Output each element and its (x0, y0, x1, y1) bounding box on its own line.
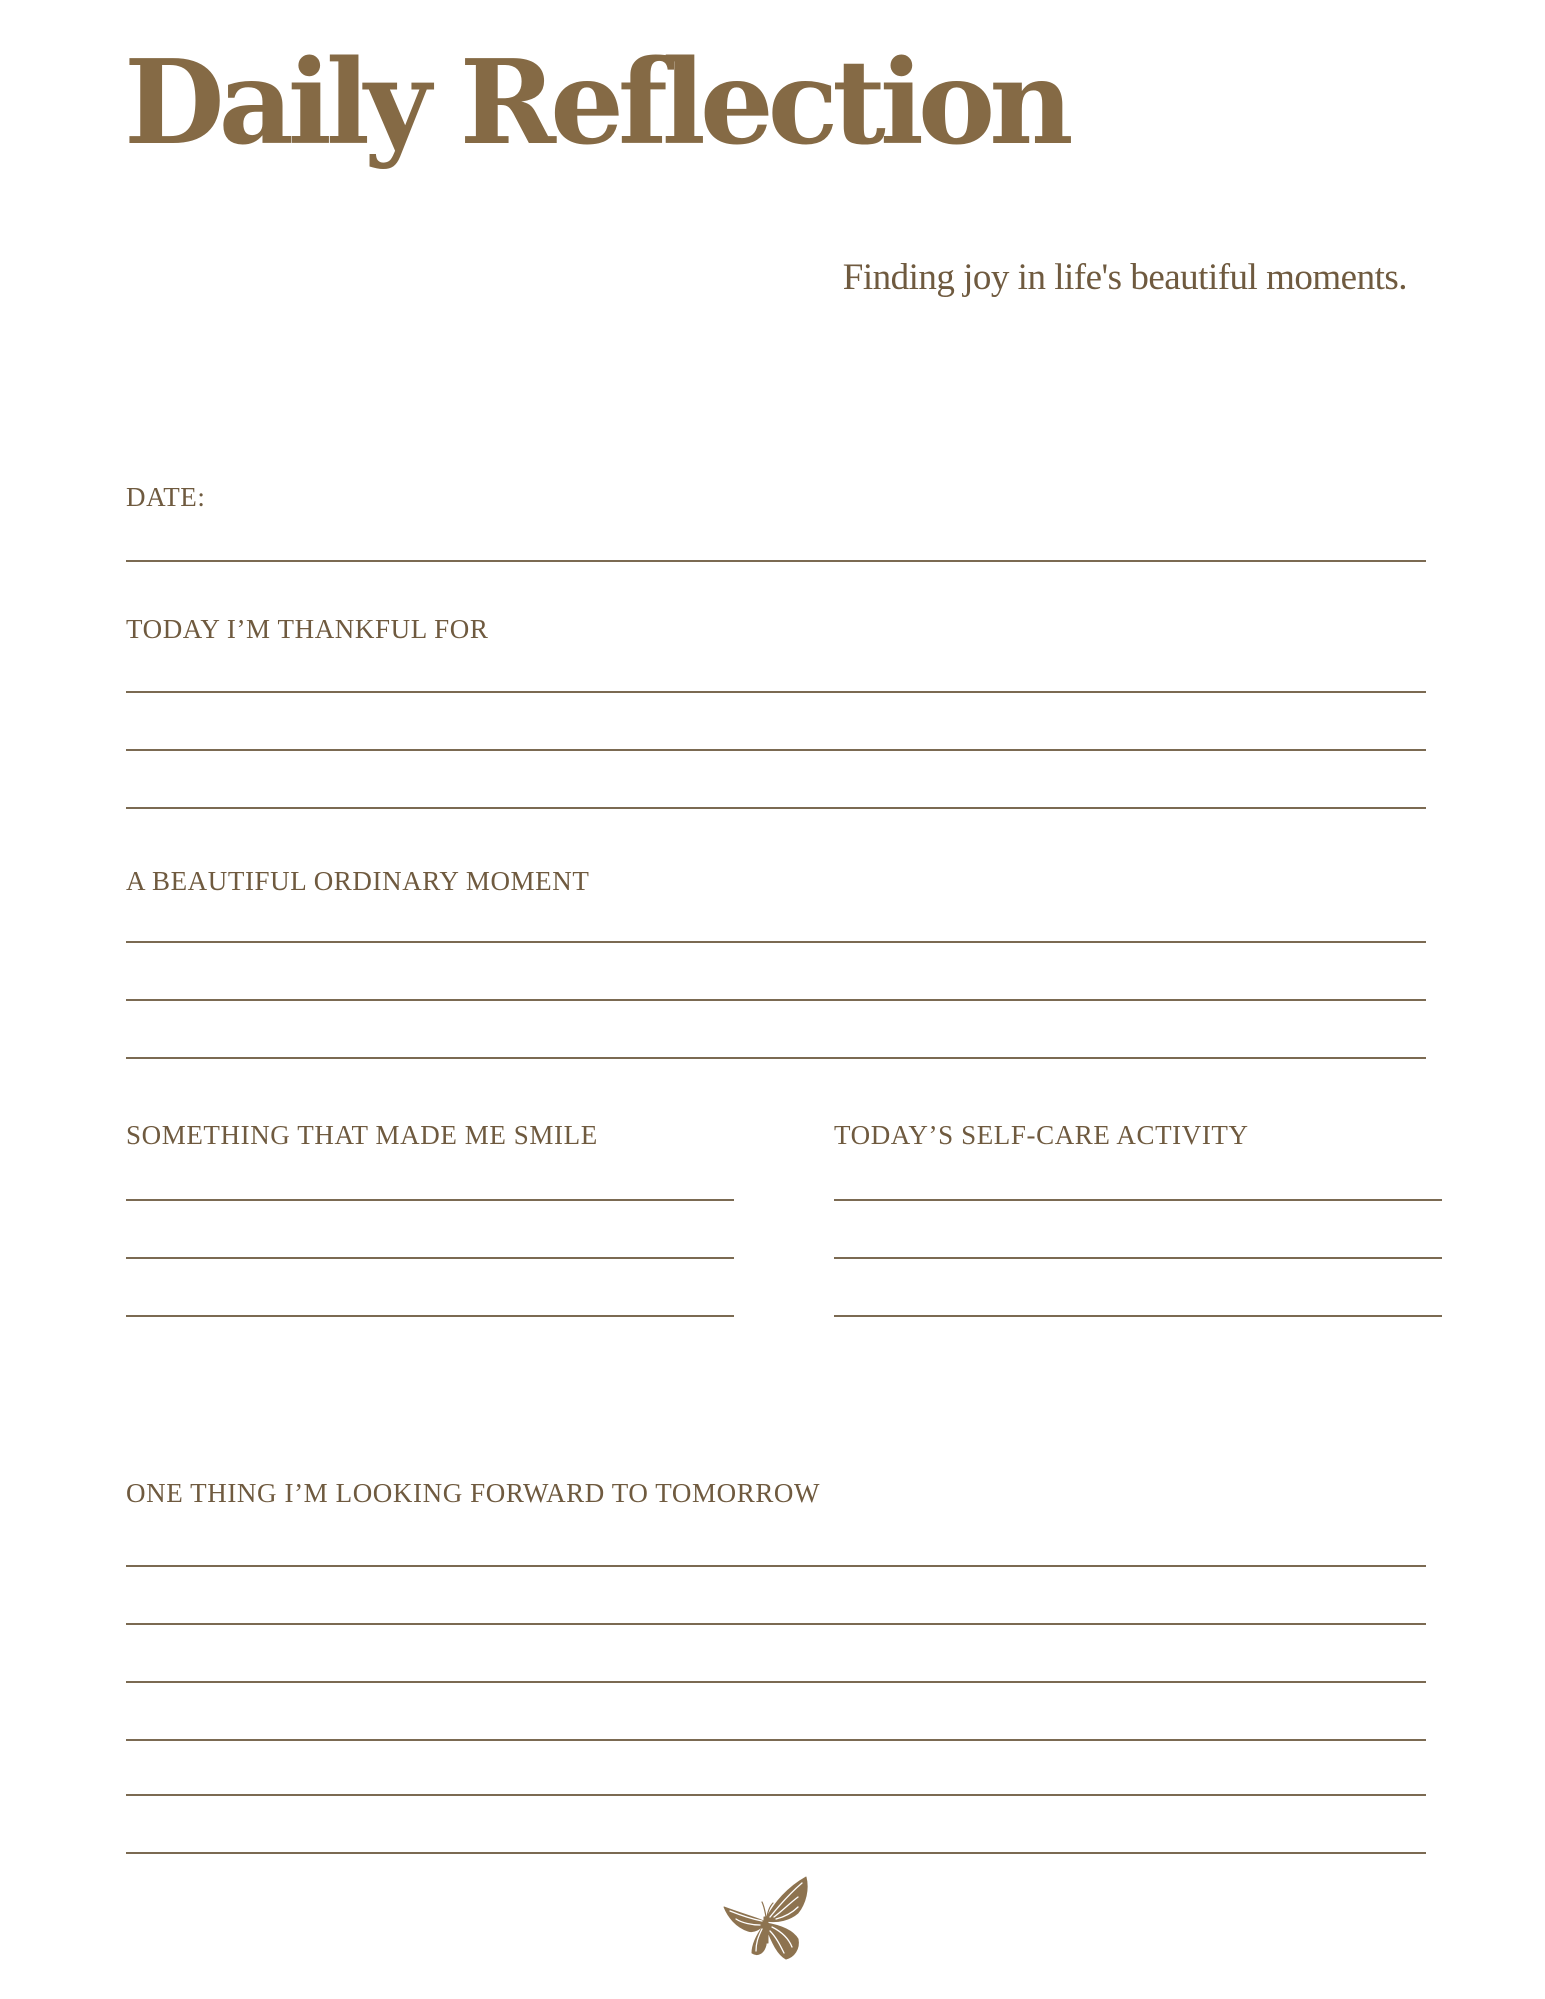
tomorrow-writing-line[interactable] (126, 1852, 1426, 1854)
thankful-writing-line[interactable] (126, 749, 1426, 751)
tomorrow-writing-line[interactable] (126, 1565, 1426, 1567)
date-writing-line[interactable] (126, 560, 1426, 562)
tomorrow-writing-line[interactable] (126, 1739, 1426, 1741)
tomorrow-label: ONE THING I’M LOOKING FORWARD TO TOMORROW (126, 1478, 821, 1508)
ordinary-moment-writing-line[interactable] (126, 1057, 1426, 1059)
tomorrow-writing-line[interactable] (126, 1623, 1426, 1625)
thankful-writing-line[interactable] (126, 691, 1426, 693)
butterfly-icon (718, 1873, 818, 1963)
thankful-writing-line[interactable] (126, 807, 1426, 809)
ordinary-moment-label: A BEAUTIFUL ORDINARY MOMENT (126, 866, 590, 896)
smile-writing-line[interactable] (126, 1199, 734, 1201)
smile-label: SOMETHING THAT MADE ME SMILE (126, 1120, 598, 1150)
page-title: Daily Reflection (124, 35, 1068, 171)
ordinary-moment-writing-line[interactable] (126, 999, 1426, 1001)
smile-writing-line[interactable] (126, 1315, 734, 1317)
self-care-writing-line[interactable] (834, 1257, 1442, 1259)
thankful-label: TODAY I’M THANKFUL FOR (126, 614, 489, 644)
self-care-writing-line[interactable] (834, 1199, 1442, 1201)
smile-writing-line[interactable] (126, 1257, 734, 1259)
date-label: DATE: (126, 482, 206, 512)
ordinary-moment-writing-line[interactable] (126, 941, 1426, 943)
self-care-writing-line[interactable] (834, 1315, 1442, 1317)
page-subtitle: Finding joy in life's beautiful moments. (842, 257, 1407, 298)
tomorrow-writing-line[interactable] (126, 1681, 1426, 1683)
tomorrow-writing-line[interactable] (126, 1794, 1426, 1796)
self-care-label: TODAY’S SELF-CARE ACTIVITY (834, 1120, 1249, 1150)
